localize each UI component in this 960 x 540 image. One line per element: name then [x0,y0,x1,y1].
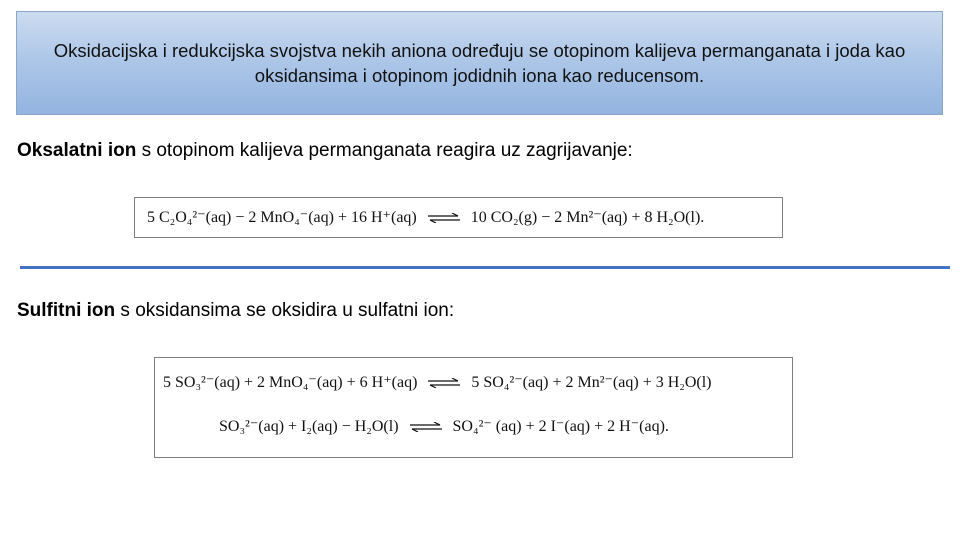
sulfite-text: s oksidansima se oksidira u sulfatni ion: [115,300,455,321]
sulfite-equation-2 [219,416,669,436]
title-box [16,11,943,115]
oxalate-text: s otopinom kalijeva permanganata reagira uz zagrijavanje: [136,140,633,161]
sulfite-equation-1-right: 5 SO₄²⁻(aq) + 2 Mn²⁻(aq) + 3 H₂O(l) [471,374,712,391]
oxalate-paragraph [17,139,633,163]
sulfite-heading: Sulfitni ion [17,300,116,321]
equilibrium-arrow-icon [427,213,461,223]
equilibrium-arrow-icon [409,422,443,432]
sulfite-equation-2-left: SO₃²⁻(aq) + I₂(aq) − H₂O(l) [219,418,399,435]
sulfite-equation-2-right: SO₄²⁻ (aq) + 2 I⁻(aq) + 2 H⁻(aq). [452,418,669,435]
sulfite-equation-1-left: 5 SO₃²⁻(aq) + 2 MnO₄⁻(aq) + 6 H⁺(aq) [163,374,418,391]
sulfite-paragraph [17,299,454,323]
section-divider [20,266,950,269]
oxalate-equation-right: 10 CO₂(g) − 2 Mn²⁻(aq) + 8 H₂O(l). [470,209,705,226]
oxalate-equation [147,207,704,227]
oxalate-heading: Oksalatni ion [17,140,137,161]
oxalate-equation-box [134,197,783,238]
oxalate-equation-left: 5 C₂O₄²⁻(aq) − 2 MnO₄⁻(aq) + 16 H⁺(aq) [147,209,417,226]
sulfite-equation-box [154,357,793,458]
slide-title: Oksidacijska i redukcijska svojstva nekih aniona određuju se otopinom kalijeva permanganata i joda kao oksidansima i otopinom jodidnih iona kao reducensom. [53,40,906,86]
equilibrium-arrow-icon [427,378,461,388]
sulfite-equation-1 [163,372,712,392]
